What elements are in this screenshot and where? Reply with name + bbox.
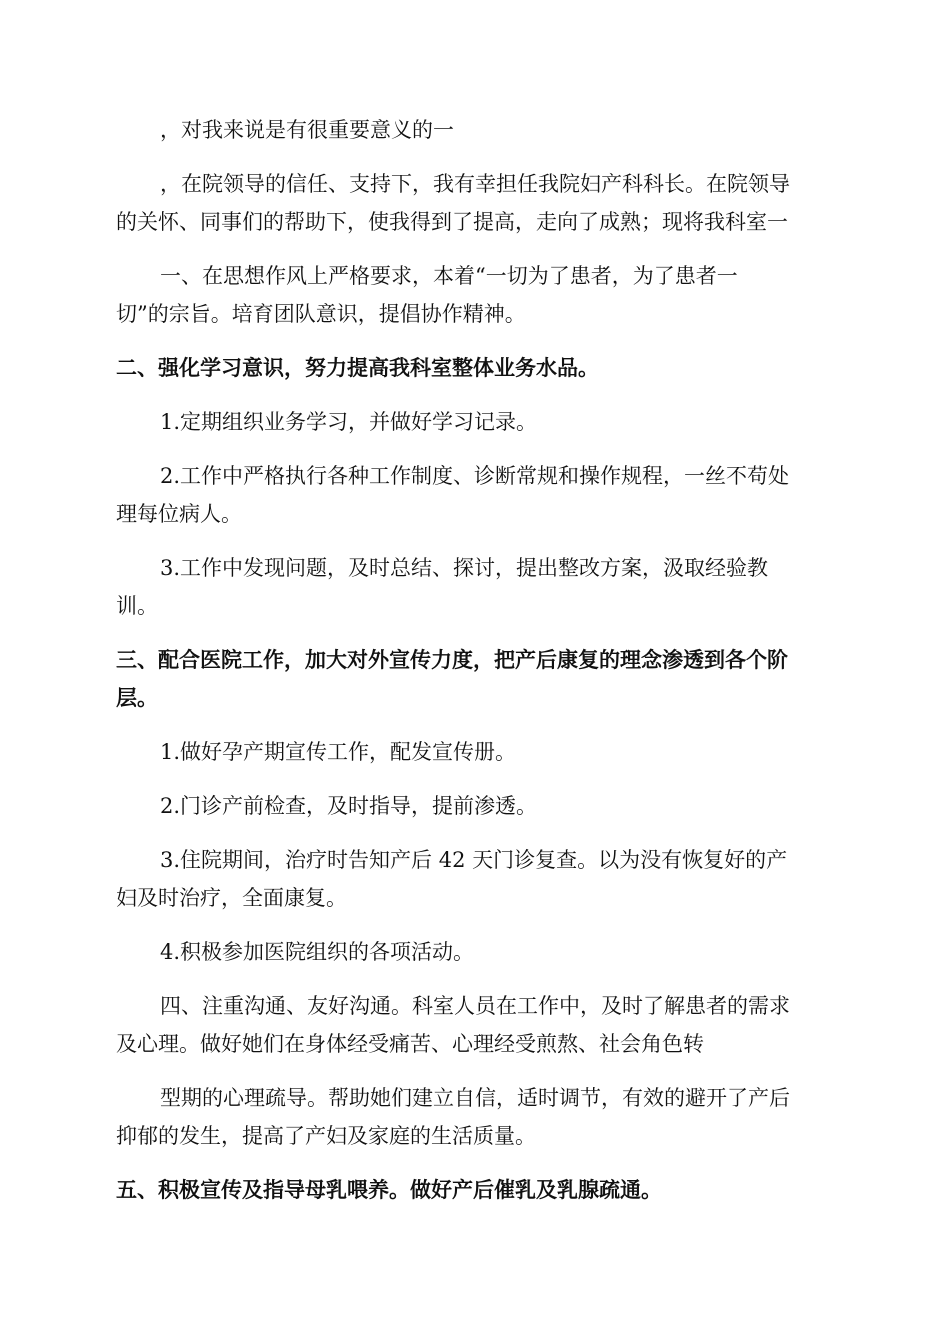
- section-heading: 五、积极宣传及指导母乳喂养。做好产后催乳及乳腺疏通。: [116, 1178, 662, 1202]
- list-item-continuation: 训。: [116, 594, 158, 618]
- list-item: 1.定期组织业务学习，并做好学习记录。: [160, 410, 538, 434]
- paragraph-line: 抑郁的发生，提高了产妇及家庭的生活质量。: [116, 1124, 536, 1148]
- section-heading-continuation: 层。: [116, 686, 158, 710]
- list-item: 2.门诊产前检查，及时指导，提前渗透。: [160, 794, 538, 818]
- paragraph-line: ，在院领导的信任、支持下，我有幸担任我院妇产科科长。在院领导: [160, 172, 790, 196]
- list-item: 3.住院期间，治疗时告知产后 42 天门诊复查。以为没有恢复好的产: [160, 848, 788, 872]
- paragraph-line: 切”的宗旨。培育团队意识，提倡协作精神。: [116, 302, 526, 326]
- list-item: 3.工作中发现问题，及时总结、探讨，提出整改方案，汲取经验教: [160, 556, 769, 580]
- list-item: 1.做好孕产期宣传工作，配发宣传册。: [160, 740, 517, 764]
- paragraph-line: ，对我来说是有很重要意义的一: [160, 118, 454, 142]
- list-item: 4.积极参加医院组织的各项活动。: [160, 940, 475, 964]
- section-heading: 三、配合医院工作，加大对外宣传力度，把产后康复的理念渗透到各个阶: [116, 648, 788, 672]
- section-heading: 二、强化学习意识，努力提高我科室整体业务水品。: [116, 356, 599, 380]
- paragraph-line: 的关怀、同事们的帮助下，使我得到了提高，走向了成熟；现将我科室一: [116, 210, 788, 234]
- paragraph-line: 四、注重沟通、友好沟通。科室人员在工作中，及时了解患者的需求: [160, 994, 790, 1018]
- paragraph-line: 一、在思想作风上严格要求，本着“一切为了患者，为了患者一: [160, 264, 738, 288]
- list-item: 2.工作中严格执行各种工作制度、诊断常规和操作规程，一丝不苟处: [160, 464, 790, 488]
- list-item-continuation: 理每位病人。: [116, 502, 242, 526]
- list-item-continuation: 妇及时治疗，全面康复。: [116, 886, 347, 910]
- paragraph-line: 型期的心理疏导。帮助她们建立自信，适时调节，有效的避开了产后: [160, 1086, 790, 1110]
- paragraph-line: 及心理。做好她们在身体经受痛苦、心理经受煎熬、社会角色转: [116, 1032, 704, 1056]
